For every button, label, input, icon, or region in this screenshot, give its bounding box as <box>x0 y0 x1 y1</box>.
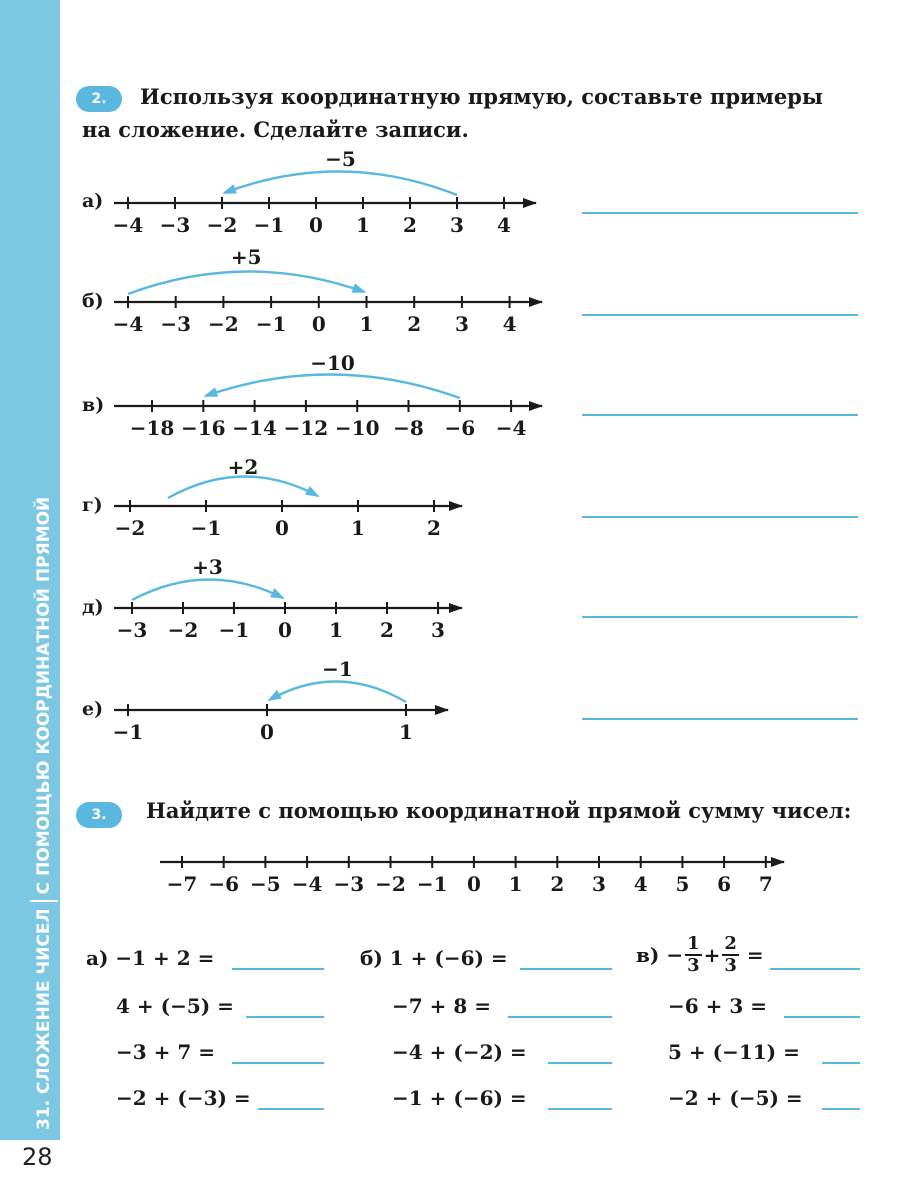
blank-a1[interactable] <box>232 968 324 970</box>
task3-tick-label-0-1: −6 <box>208 872 240 896</box>
task3-tick-label-0-6: −1 <box>416 872 448 896</box>
c1-prefix: в) − <box>636 943 684 967</box>
task3-tick-label-0-7: 0 <box>466 872 481 896</box>
line-tick-label-4-1: −2 <box>167 618 199 642</box>
c1-eq: = <box>746 943 764 967</box>
line-tick-label-5-1: 0 <box>260 720 274 744</box>
arc-arrow-1 <box>128 271 365 294</box>
arc-label-3: +2 <box>227 455 259 479</box>
line-tick-label-0-7: 3 <box>450 213 464 237</box>
line-tick-label-1-7: 3 <box>454 312 469 336</box>
arc-label-2: −10 <box>310 351 355 375</box>
line-tick-label-4-3: 0 <box>278 618 292 642</box>
blank-c1[interactable] <box>770 968 860 970</box>
example-c4: −2 + (−5) = <box>668 1086 803 1110</box>
line-tick-label-1-3: −1 <box>255 312 287 336</box>
line-tick-label-0-8: 4 <box>497 213 511 237</box>
task3-tick-label-0-0: −7 <box>166 872 198 896</box>
arc-arrow-4 <box>132 579 283 600</box>
line-tick-label-0-0: −4 <box>112 213 144 237</box>
line-tick-label-3-4: 2 <box>427 516 441 540</box>
line-letter-a: а) <box>82 190 104 212</box>
task3-tick-label-0-4: −3 <box>333 872 365 896</box>
line-tick-label-3-0: −2 <box>114 516 146 540</box>
example-a3: −3 + 7 = <box>116 1040 215 1064</box>
line-tick-label-5-0: −1 <box>112 720 144 744</box>
line-tick-label-0-5: 1 <box>356 213 370 237</box>
task2-text-line1: Используя координатную прямую, составьте примеры <box>140 84 823 109</box>
task2-text-line2: на сложение. Сделайте записи. <box>82 117 469 142</box>
line-tick-label-3-1: −1 <box>190 516 222 540</box>
line-tick-label-2-6: −6 <box>444 416 476 440</box>
line-tick-label-3-2: 0 <box>275 516 289 540</box>
topic-title: С ПОМОЩЬЮ КООРДИНАТНОЙ ПРЯМОЙ <box>34 496 54 895</box>
arc-label-5: −1 <box>322 657 353 681</box>
fraction-two-thirds <box>722 934 739 976</box>
example-a4: −2 + (−3) = <box>116 1086 251 1110</box>
frac2-num: 2 <box>724 933 737 954</box>
arc-arrow-2 <box>205 374 459 398</box>
arc-arrow-0 <box>224 171 457 195</box>
line-tick-label-1-8: 4 <box>502 312 517 336</box>
line-tick-label-4-0: −3 <box>116 618 148 642</box>
blank-b2[interactable] <box>508 1016 612 1018</box>
answer-line-b[interactable] <box>582 314 858 316</box>
page-number: 28 <box>22 1143 53 1171</box>
arc-label-0: −5 <box>325 147 356 171</box>
blank-b1[interactable] <box>520 968 612 970</box>
arc-label-4: +3 <box>192 555 223 579</box>
line-tick-label-2-3: −12 <box>283 416 329 440</box>
example-a1: а) −1 + 2 = <box>86 946 215 970</box>
example-a2: 4 + (−5) = <box>116 994 234 1018</box>
task3-tick-label-0-12: 5 <box>675 872 690 896</box>
answer-line-d[interactable] <box>582 616 858 618</box>
example-b2: −7 + 8 = <box>392 994 491 1018</box>
task3-tick-label-0-13: 6 <box>717 872 732 896</box>
task3-tick-label-0-11: 4 <box>633 872 648 896</box>
blank-c2[interactable] <box>784 1016 860 1018</box>
sidebar-title <box>30 497 58 1130</box>
line-tick-label-4-2: −1 <box>218 618 250 642</box>
blank-a2[interactable] <box>246 1016 324 1018</box>
line-tick-label-0-3: −1 <box>253 213 285 237</box>
task3-tick-label-0-10: 3 <box>592 872 606 896</box>
line-tick-label-2-5: −8 <box>393 416 424 440</box>
task3-tick-label-0-8: 1 <box>508 872 523 896</box>
chapter-title: 31. СЛОЖЕНИЕ ЧИСЕЛ <box>34 908 54 1130</box>
task3-tick-label-0-3: −4 <box>291 872 323 896</box>
line-tick-label-1-1: −3 <box>160 312 192 336</box>
answer-line-a[interactable] <box>582 212 858 214</box>
blank-a3[interactable] <box>232 1062 324 1064</box>
line-tick-label-2-7: −4 <box>495 416 527 440</box>
line-tick-label-4-6: 3 <box>431 618 445 642</box>
line-tick-label-2-4: −10 <box>334 416 380 440</box>
answer-line-e[interactable] <box>582 718 858 720</box>
line-tick-label-4-4: 1 <box>329 618 343 642</box>
line-tick-label-1-2: −2 <box>208 312 239 336</box>
c1-plus: + <box>703 943 721 967</box>
line-letter-v: в) <box>82 394 105 416</box>
blank-a4[interactable] <box>258 1108 324 1110</box>
task-badge-3: 3. <box>76 802 122 828</box>
blank-b3[interactable] <box>548 1062 612 1064</box>
sidebar-band <box>0 0 60 1140</box>
line-tick-label-2-0: −18 <box>129 416 175 440</box>
arc-arrow-3 <box>168 476 318 498</box>
line-tick-label-0-4: 0 <box>309 213 323 237</box>
line-tick-label-1-5: 1 <box>359 312 374 336</box>
task3-tick-label-0-5: −2 <box>375 872 406 896</box>
line-letter-d: д) <box>82 596 104 618</box>
line-tick-label-3-3: 1 <box>351 516 365 540</box>
example-b1: б) 1 + (−6) = <box>360 946 508 970</box>
line-tick-label-1-0: −4 <box>112 312 144 336</box>
example-b4: −1 + (−6) = <box>392 1086 527 1110</box>
line-letter-g: г) <box>82 494 103 516</box>
blank-b4[interactable] <box>548 1108 612 1110</box>
line-tick-label-2-2: −14 <box>232 416 277 440</box>
example-c1 <box>636 934 764 976</box>
arc-arrow-5 <box>269 681 406 702</box>
line-tick-label-1-6: 2 <box>407 312 422 336</box>
line-tick-label-5-2: 1 <box>399 720 413 744</box>
frac2-den: 3 <box>724 955 737 976</box>
line-tick-label-4-5: 2 <box>380 618 394 642</box>
task3-tick-label-0-14: 7 <box>758 872 773 896</box>
frac1-den: 3 <box>687 955 700 976</box>
task3-tick-label-0-2: −5 <box>250 872 281 896</box>
arc-label-1: +5 <box>230 245 262 269</box>
example-c2: −6 + 3 = <box>668 994 767 1018</box>
line-tick-label-0-1: −3 <box>159 213 191 237</box>
task-badge-2: 2. <box>76 86 122 112</box>
line-tick-label-0-2: −2 <box>206 213 238 237</box>
blank-c4[interactable] <box>822 1108 860 1110</box>
line-tick-label-1-4: 0 <box>311 312 326 336</box>
blank-c3[interactable] <box>822 1062 860 1064</box>
answer-line-v[interactable] <box>582 414 858 416</box>
example-c3: 5 + (−11) = <box>668 1040 800 1064</box>
answer-line-g[interactable] <box>582 516 858 518</box>
line-letter-b: б) <box>82 290 104 312</box>
fraction-one-third <box>685 934 702 976</box>
line-tick-label-2-1: −16 <box>181 416 226 440</box>
example-b3: −4 + (−2) = <box>392 1040 527 1064</box>
task3-text: Найдите с помощью координатной прямой сумму чисел: <box>146 798 852 823</box>
frac1-num: 1 <box>687 933 700 954</box>
line-tick-label-0-6: 2 <box>403 213 417 237</box>
line-letter-e: е) <box>82 698 104 720</box>
task3-tick-label-0-9: 2 <box>550 872 565 896</box>
title-separator <box>30 900 58 902</box>
